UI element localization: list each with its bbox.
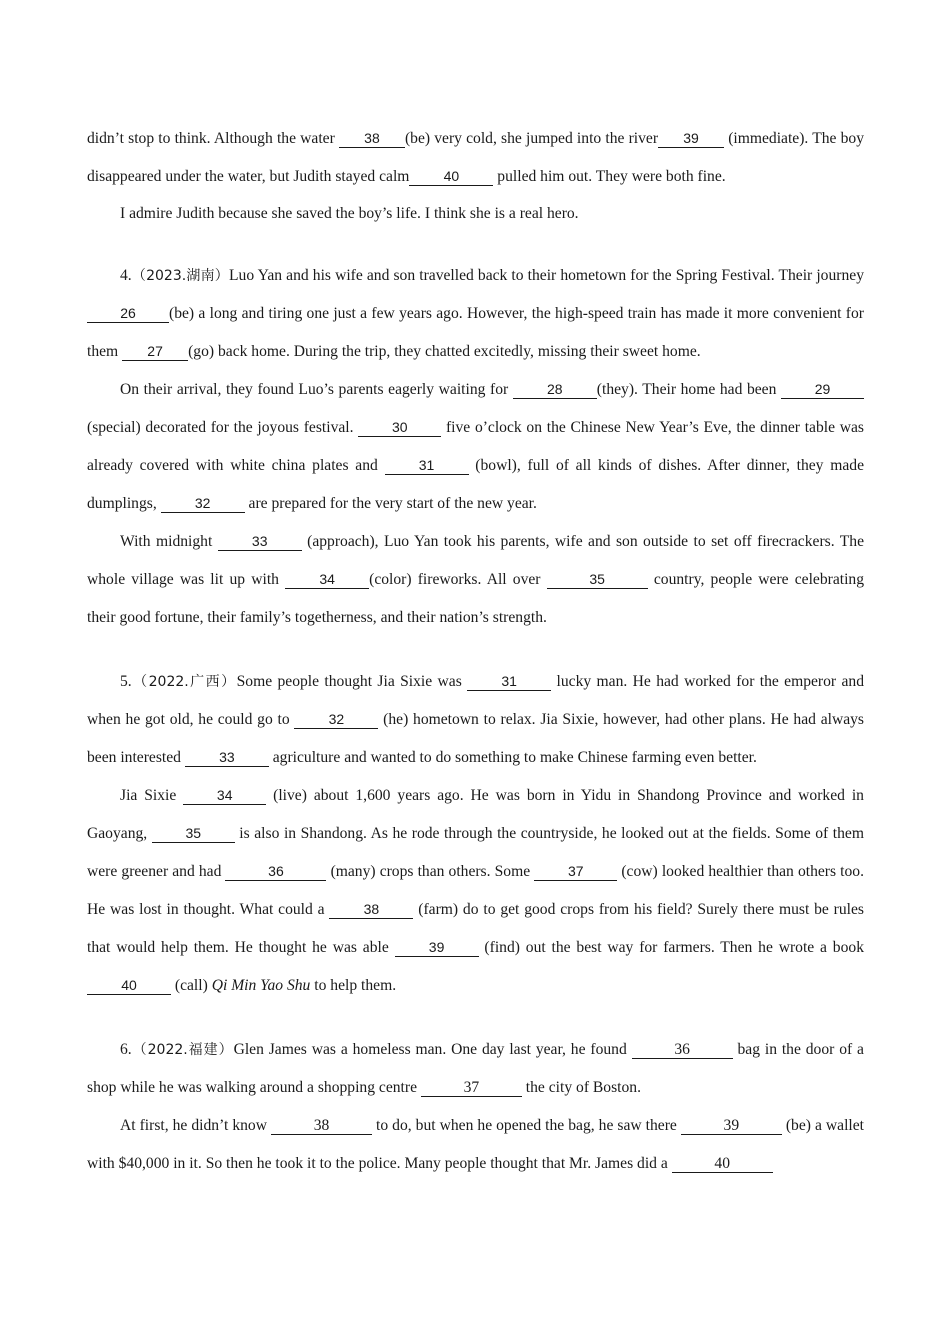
answer-blank-32[interactable]: 32 xyxy=(294,711,378,729)
answer-blank-35[interactable]: 35 xyxy=(547,571,648,589)
book-title: Qi Min Yao Shu xyxy=(211,977,311,994)
answer-blank-39[interactable]: 39 xyxy=(681,1117,782,1135)
question-source: （2022.广西） xyxy=(131,674,237,690)
question-number: 4. xyxy=(120,267,132,284)
question-number: 5. xyxy=(120,673,132,690)
answer-blank-38[interactable]: 38 xyxy=(329,901,413,919)
paragraph-judith-hero: I admire Judith because she saved the boy’s life. I think she is a real hero. xyxy=(120,205,579,222)
question-source: （2023.湖南） xyxy=(131,268,229,284)
answer-blank-39[interactable]: 39 xyxy=(395,939,479,957)
answer-blank-36[interactable]: 36 xyxy=(632,1041,733,1059)
question-4-paragraph-2: On their arrival, they found Luo’s parents eagerly waiting for 28 (they). Their home had been 29(special) decorated for the joyous festival. 30 five o’clock on the Chinese New Year’s Eve, the dinner table was already covered with white china plates and 31 (bowl), full of all kinds of dishes. After dinner, they made dumplings, 32 are prepared for the very start of the new year. xyxy=(87,381,864,512)
answer-blank-37[interactable]: 37 xyxy=(534,863,617,881)
answer-blank-27[interactable]: 27 xyxy=(122,343,188,361)
answer-blank-30[interactable]: 30 xyxy=(358,419,441,437)
answer-blank-28[interactable]: 28 xyxy=(513,381,597,399)
answer-blank-38[interactable]: 38 xyxy=(271,1117,372,1135)
answer-blank-29[interactable]: 29 xyxy=(781,381,864,399)
answer-blank-31[interactable]: 31 xyxy=(467,673,551,691)
answer-blank-34[interactable]: 34 xyxy=(183,787,266,805)
answer-blank-36[interactable]: 36 xyxy=(225,863,326,881)
answer-blank-33[interactable]: 33 xyxy=(218,533,302,551)
question-4-paragraph-3: With midnight 33 (approach), Luo Yan took his parents, wife and son outside to set off firecrackers. The whole village was lit up with 34 (color) fireworks. All over 35 country, people were celebrating their good fortune, their family’s togetherness, and their nation’s strength. xyxy=(87,533,865,626)
answer-blank-40[interactable]: 40 xyxy=(409,168,493,186)
question-4-paragraph-1: 4.（2023.湖南）Luo Yan and his wife and son travelled back to their hometown for the Spring Festival. Their journey 26 (be) a long and tiring one just a few years ago. However, the high-speed train has made it more convenient for them 27 (go) back home. During the trip, they chatted excitedly, missing their sweet home. xyxy=(87,267,864,360)
answer-blank-38[interactable]: 38 xyxy=(339,130,405,148)
answer-blank-35[interactable]: 35 xyxy=(152,825,235,843)
answer-blank-40[interactable]: 40 xyxy=(672,1155,773,1173)
answer-blank-39[interactable]: 39 xyxy=(658,130,724,148)
question-6-paragraph-1: 6.（2022.福建）Glen James was a homeless man. One day last year, he found 36 bag in the door of a shop while he was walking around a shopping centre 37 the city of Boston. xyxy=(87,1041,864,1096)
question-6-paragraph-2: At first, he didn’t know 38 to do, but when he opened the bag, he saw there 39 (be) a wallet with $40,000 in it. So then he took it to the police. Many people thought that Mr. James did a 40 xyxy=(87,1117,864,1172)
answer-blank-26[interactable]: 26 xyxy=(87,305,169,323)
question-source: （2022.福建） xyxy=(131,1042,234,1058)
answer-blank-40[interactable]: 40 xyxy=(87,977,171,995)
answer-blank-34[interactable]: 34 xyxy=(285,571,369,589)
paragraph-judith-rescue: didn’t stop to think. Although the water 38 (be) very cold, she jumped into the river 39 (immediate). The boy disappeared under the water, but Judith stayed calm 40 pulled him out. They were both fine. xyxy=(87,130,864,185)
answer-blank-37[interactable]: 37 xyxy=(421,1079,522,1097)
answer-blank-32[interactable]: 32 xyxy=(161,495,245,513)
answer-blank-31[interactable]: 31 xyxy=(385,457,469,475)
answer-blank-33[interactable]: 33 xyxy=(185,749,269,767)
question-number: 6. xyxy=(120,1041,132,1058)
document-page xyxy=(87,120,864,1183)
question-5-paragraph-1: 5.（2022.广西）Some people thought Jia Sixie was 31 lucky man. He had worked for the emperor and when he got old, he could go to 32 (he) hometown to relax. Jia Sixie, however, had other plans. He had always been interested 33 agriculture and wanted to do something to make Chinese farming even better. xyxy=(87,673,864,766)
question-5-paragraph-2: Jia Sixie 34 (live) about 1,600 years ago. He was born in Yidu in Shandong Province and worked in Gaoyang, 35 is also in Shandong. As he rode through the countryside, he looked out at the fields. Some of them were greener and had 36 (many) crops than others. Some 37 (cow) looked healthier than others too. He was lost in thought. What could a 38 (farm) do to get good crops from his field? Surely there must be rules that would help them. He thought he was able 39 (find) out the best way for farmers. Then he wrote a book 40 (call) Qi Min Yao Shu to help them. xyxy=(87,787,864,994)
